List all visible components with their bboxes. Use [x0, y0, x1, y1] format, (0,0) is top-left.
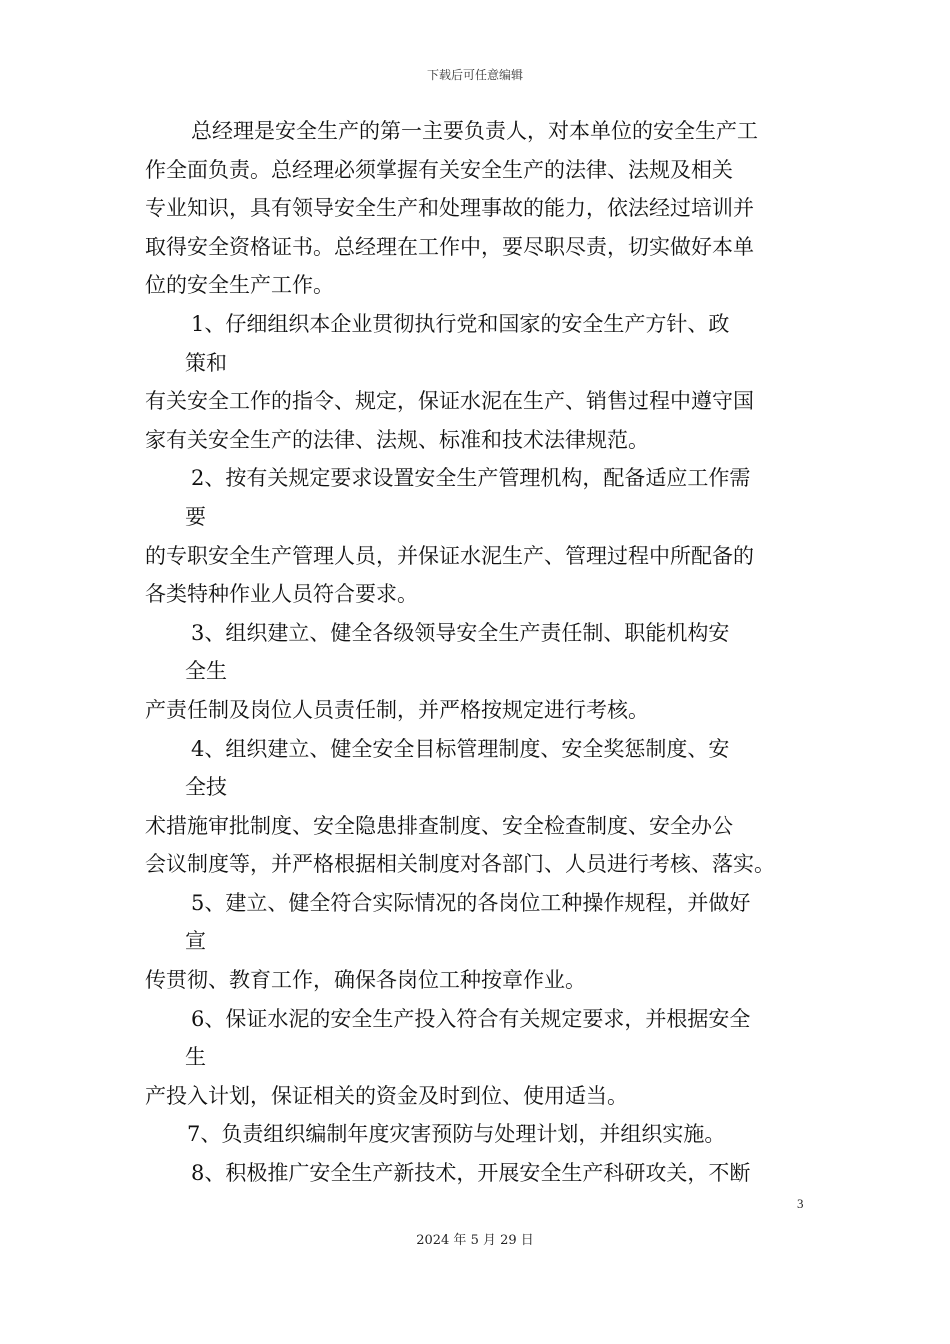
item-3-line-2: 全生 — [185, 659, 227, 684]
item-5-line-2: 宣 — [185, 929, 206, 954]
item-2-line-1: 2、按有关规定要求设置安全生产管理机构，配备适应工作需 — [191, 466, 751, 491]
page-header: 下载后可任意编辑 — [426, 68, 523, 82]
document-body — [145, 112, 815, 1193]
item-6-line-2: 生 — [185, 1045, 206, 1070]
item-2-line-2: 要 — [185, 504, 206, 529]
item-1-line-2: 策和 — [185, 350, 227, 375]
item-6-line-1: 6、保证水泥的安全生产投入符合有关规定要求，并根据安全 — [191, 1006, 751, 1031]
intro-line-4: 取得安全资格证书。总经理在工作中，要尽职尽责，切实做好本单 — [145, 234, 754, 259]
item-4-line-2: 全技 — [185, 775, 227, 800]
item-6-line-3: 产投入计划，保证相关的资金及时到位、使用适当。 — [145, 1083, 628, 1108]
page-number: 3 — [797, 1196, 804, 1211]
item-8-line-1: 8、积极推广安全生产新技术，开展安全生产科研攻关，不断 — [191, 1161, 751, 1186]
intro-line-5: 位的安全生产工作。 — [145, 273, 334, 298]
intro-line-1: 总经理是安全生产的第一主要负责人，对本单位的安全生产工 — [191, 119, 758, 143]
item-5-line-3: 传贯彻、教育工作，确保各岗位工种按章作业。 — [145, 968, 586, 993]
item-4-line-1: 4、组织建立、健全安全目标管理制度、安全奖惩制度、安 — [191, 736, 730, 761]
item-1-line-4: 家有关安全生产的法律、法规、标准和技术法律规范。 — [145, 427, 649, 452]
footer-date: 2024 年 5 月 29 日 — [416, 1233, 534, 1248]
item-1-line-1: 1、仔细组织本企业贯彻执行党和国家的安全生产方针、政 — [191, 311, 730, 336]
item-3-line-3: 产责任制及岗位人员责任制，并严格按规定进行考核。 — [145, 697, 649, 722]
item-2-line-3: 的专职安全生产管理人员，并保证水泥生产、管理过程中所配备的 — [145, 543, 754, 568]
item-4-line-3: 术措施审批制度、安全隐患排查制度、安全检查制度、安全办公 — [145, 813, 733, 838]
item-2-line-4: 各类特种作业人员符合要求。 — [145, 582, 418, 607]
item-1-line-3: 有关安全工作的指令、规定，保证水泥在生产、销售过程中遵守国 — [145, 389, 754, 414]
item-5-line-1: 5、建立、健全符合实际情况的各岗位工种操作规程，并做好 — [191, 890, 751, 915]
item-3-line-1: 3、组织建立、健全各级领导安全生产责任制、职能机构安 — [191, 620, 730, 645]
item-7-line-1: 7、负责组织编制年度灾害预防与处理计划，并组织实施。 — [187, 1122, 726, 1147]
item-4-line-4: 会议制度等，并严格根据相关制度对各部门、人员进行考核、落实。 — [145, 852, 775, 877]
intro-line-2: 作全面负责。总经理必须掌握有关安全生产的法律、法规及相关 — [145, 157, 733, 182]
intro-line-3: 专业知识，具有领导安全生产和处理事故的能力，依法经过培训并 — [145, 196, 754, 221]
